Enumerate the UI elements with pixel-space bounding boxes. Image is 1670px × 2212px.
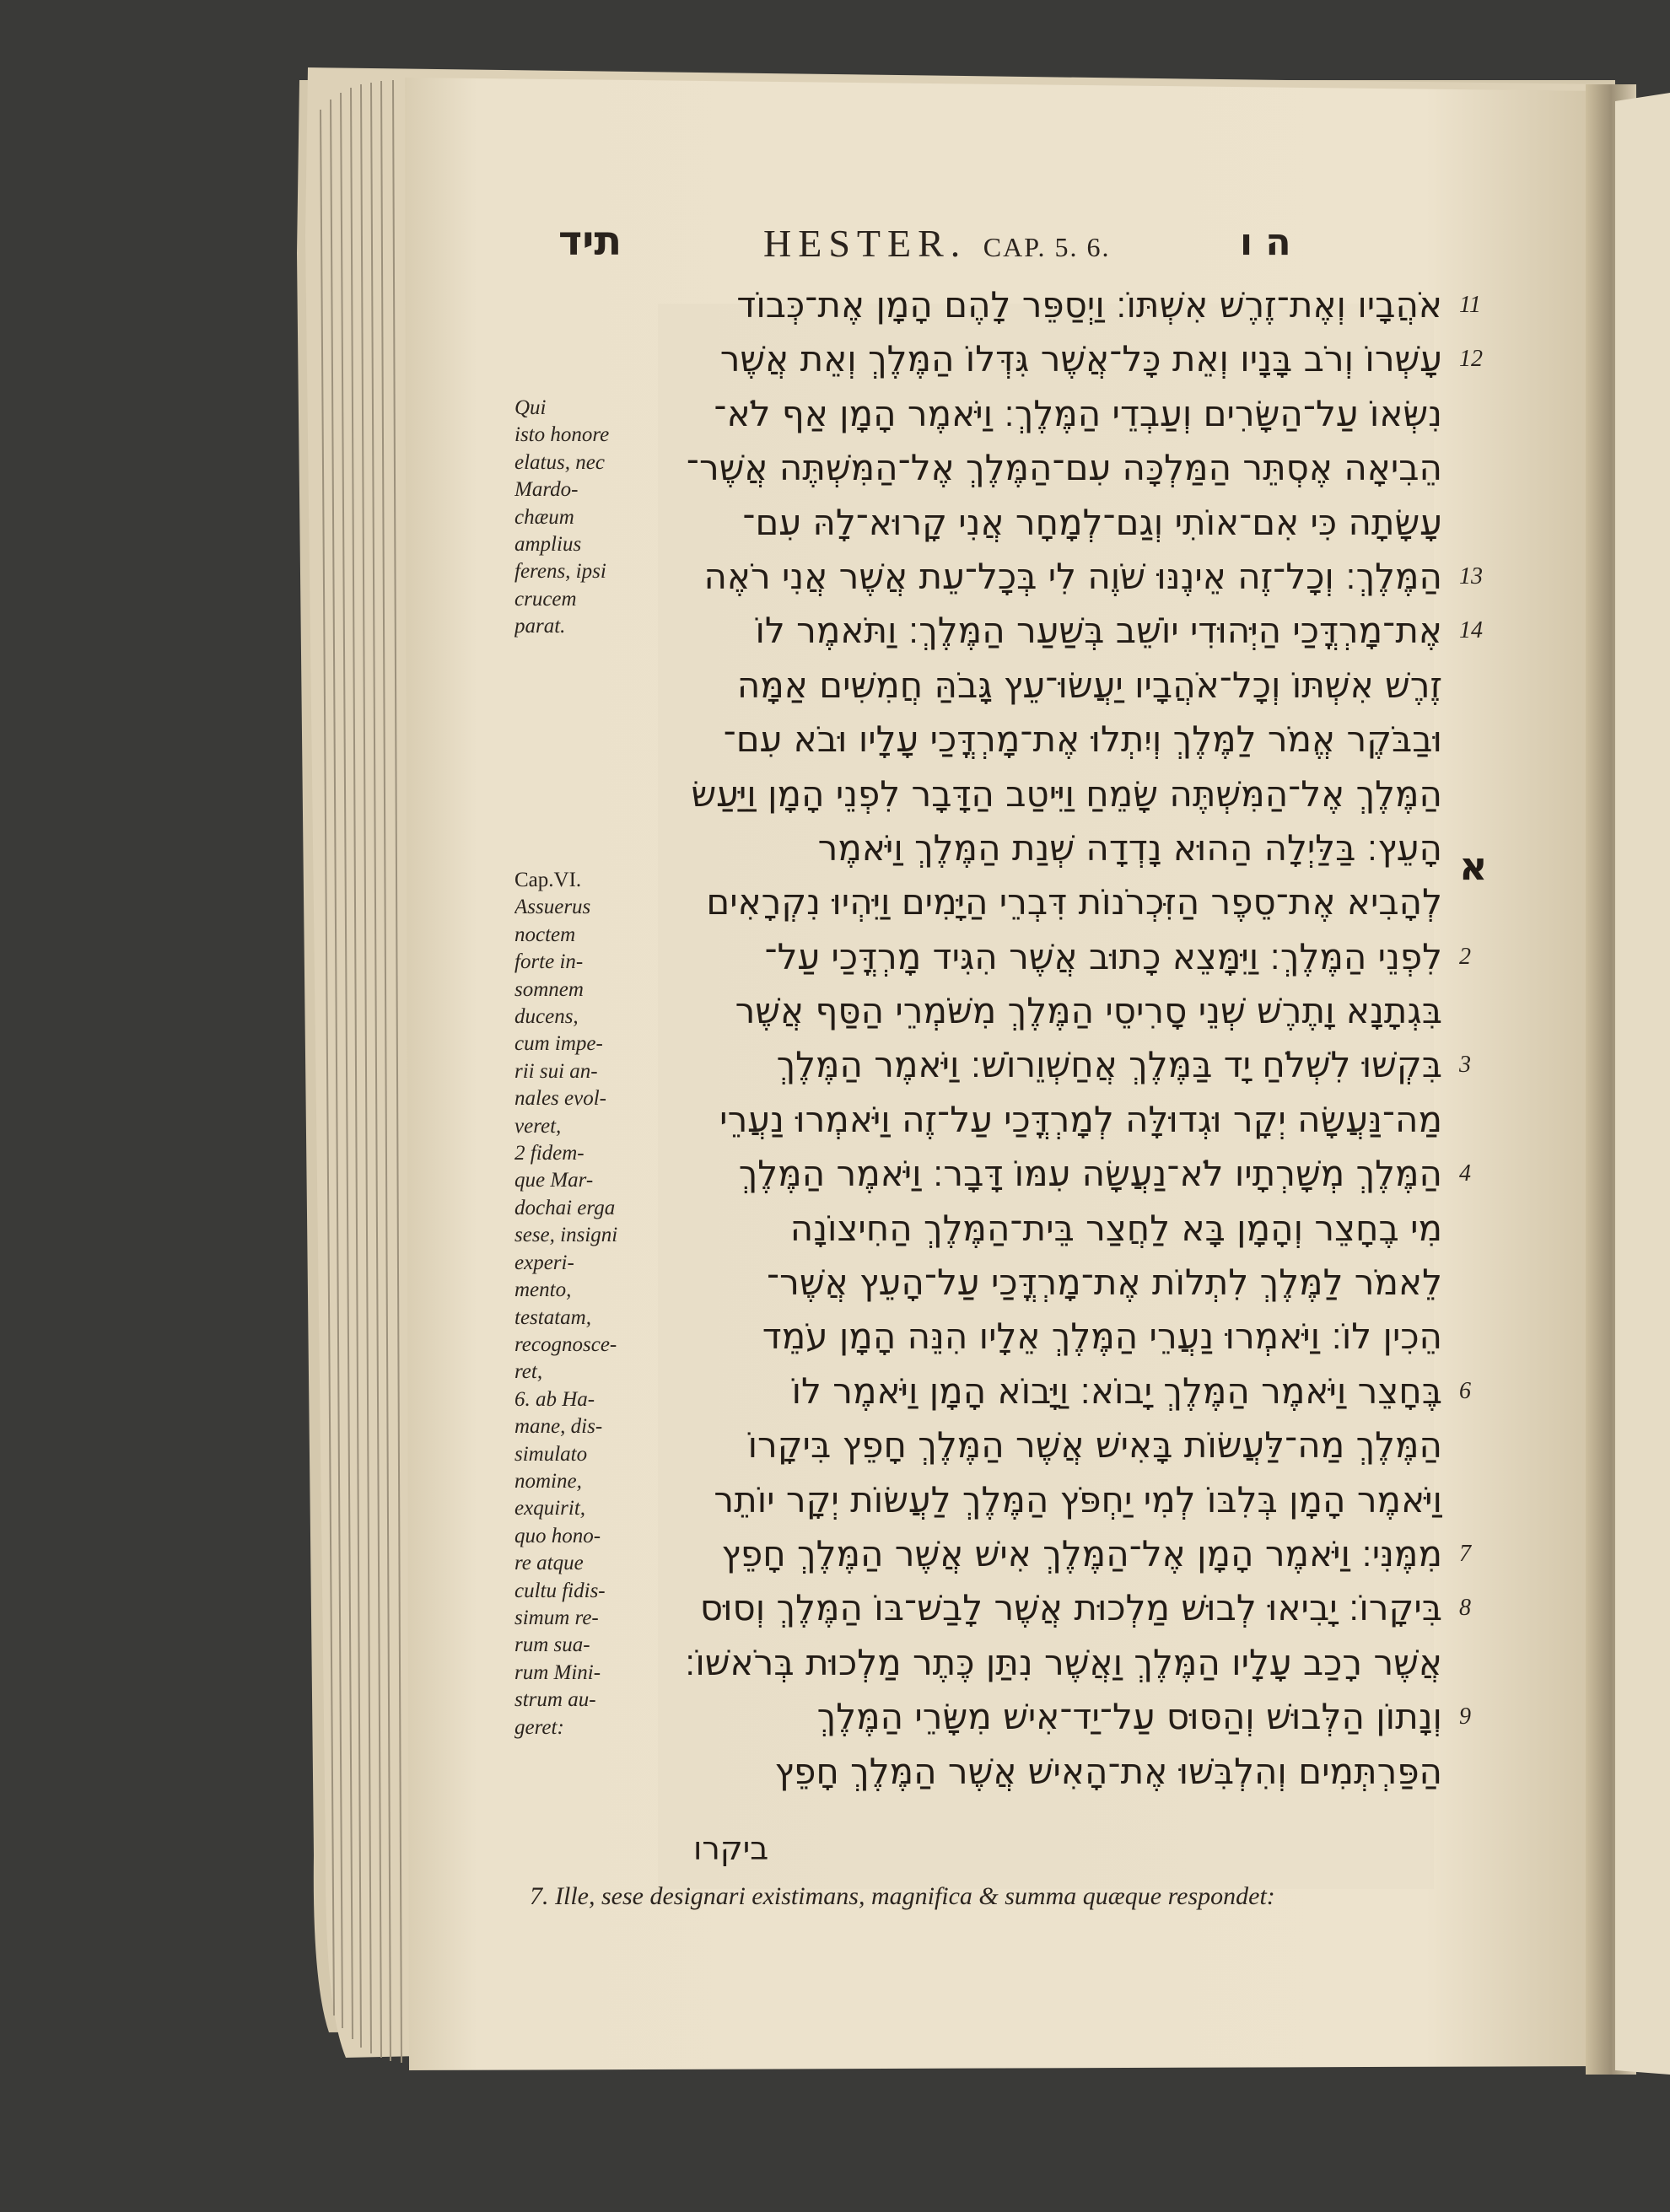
verse-number-column [1459,278,1510,1799]
verse-number [1459,1473,1510,1527]
hebrew-line: לִפְנֵי הַמֶּלֶךְ׃ וַיִּמָּצֵא כָתוּב אֲשֶׁר הִגִּיד מָרְדֳּכַי עַל־ [764,935,1442,977]
margin-line: ferens, ipsi [514,560,606,584]
verse-number: 3 [1459,1052,1471,1079]
margin-line: nales evol- [514,1087,606,1111]
margin-note-chapter-5 [514,395,649,641]
margin-line: strum au- [514,1688,596,1712]
hebrew-text-block [649,278,1442,1799]
margin-line: elatus, nec [514,450,605,474]
verse-number: 7 [1459,1540,1471,1567]
margin-line: isto honore [514,423,610,447]
hebrew-line: לֵאמֹר לַמֶּלֶךְ לִתְלוֹת אֶת־מָרְדֳּכַי עַל־הָעֵץ אֲשֶׁר־ [767,1262,1442,1304]
margin-line: veret, [514,1114,562,1138]
margin-line: amplius [514,533,582,557]
margin-line: Assuerus [514,896,591,919]
margin-line: mento, [514,1278,572,1302]
verse-number: 2 [1459,943,1471,970]
margin-line: nomine, [514,1469,582,1493]
hebrew-line: אֶת־מָרְדֳּכַי הַיְּהוּדִי יוֹשֵׁב בְּשַׁעַר הַמֶּלֶךְ׃ וַתֹּאמֶר לוֹ [755,610,1442,652]
hebrew-line: מַה־נַּעֲשָׂה יְקָר וּגְדוּלָּה לְמָרְדֳּכַי עַל־זֶה וַיֹּאמְרוּ נַעֲרֵי [719,1098,1442,1140]
verse-number: 6 [1459,1377,1471,1404]
margin-line: rum sua- [514,1633,590,1657]
margin-line: chæum [514,505,574,529]
verse-number [1459,496,1510,550]
margin-line: exquirit, [514,1497,586,1520]
margin-line: parat. [514,615,566,638]
hebrew-line: זֶרֶשׁ אִשְׁתּוֹ וְכָל־אֹהֲבָיו יַעֲשׂוּ־עֵץ גָּבֹהַּ חֲמִשִּׁים אַמָּה [736,664,1442,706]
running-head [763,221,1110,266]
verse-number: 13 [1459,562,1483,589]
hebrew-line: בֶּחָצֵר וַיֹּאמֶר הַמֶּלֶךְ יָבוֹא׃ וַיָּבוֹא הָמָן וַיֹּאמֶר לוֹ [791,1370,1442,1412]
margin-line: ret, [514,1360,543,1384]
hebrew-line: וּבַבֹּקֶר אֱמֹר לַמֶּלֶךְ וְיִתְלוּ אֶת־מָרְדֳּכַי עָלָיו וּבֹא עִם־ [723,718,1442,761]
hebrew-line: הַמֶּלֶךְ מַה־לַּעֲשׂוֹת בָּאִישׁ אֲשֶׁר הַמֶּלֶךְ חָפֵץ בִּיקָרוֹ [747,1424,1442,1467]
hebrew-line: עָשָׂתָה כִּי אִם־אוֹתִי וְגַם־לְמָחָר אֲנִי קָרוּא־לָהּ עִם־ [742,501,1442,543]
margin-line: rii sui an- [514,1059,598,1083]
verse-number: 9 [1459,1703,1471,1730]
margin-line: experi- [514,1251,574,1274]
hebrew-line: הֵבִיאָה אֶסְתֵּר הַמַּלְכָּה עִם־הַמֶּלֶךְ אֶל־הַמִּשְׁתֶּה אֲשֶׁר־ [686,447,1442,489]
hebrew-line: בִּיקָרוֹ׃ יָבִיאוּ לְבוּשׁ מַלְכוּת אֲשֶׁר לָבַשׁ־בּוֹ הַמֶּלֶךְ וְסוּס [699,1587,1442,1629]
margin-line: que Mar- [514,1169,594,1192]
verse-number: 8 [1459,1595,1471,1622]
hebrew-line: הַמֶּלֶךְ מְשָׁרְתָיו לֹא־נַעֲשָׂה עִמּוֹ דָּבָר׃ וַיֹּאמֶר הַמֶּלֶךְ [738,1153,1442,1195]
hebrew-line: עָשְׁרוֹ וְרֹב בָּנָיו וְאֵת כָּל־אֲשֶׁר גִּדְּלוֹ הַמֶּלֶךְ וְאֵת אֲשֶׁר [719,338,1442,380]
verse-number [1459,1202,1510,1256]
margin-line: Mardo- [514,478,579,502]
margin-line: simum re- [514,1606,599,1629]
margin-line: sese, insigni [514,1224,618,1247]
margin-line: dochai erga [514,1196,616,1219]
verse-number [1459,984,1510,1038]
margin-line: simulato [514,1442,588,1466]
hebrew-line: וְנָתוֹן הַלְּבוּשׁ וְהַסּוּס עַל־יַד־אִישׁ מִשָּׂרֵי הַמֶּלֶךְ [816,1696,1442,1738]
verse-number [1459,1745,1510,1799]
hebrew-line: הַמֶּלֶךְ׃ וְכָל־זֶה אֵינֶנּוּ שֹׁוֶה לִי בְּכָל־עֵת אֲשֶׁר אֲנִי רֹאֶה [703,555,1442,597]
chapter-reference: CAP. 5. 6. [983,232,1111,262]
hebrew-line: לְהָבִיא אֶת־סֵפֶר הַזִּכְרֹנוֹת דִּבְרֵי הַיָּמִים וַיִּהְיוּ נִקְרָאִים [706,881,1442,923]
hebrew-line: הַפַּרְתְּמִים וְהִלְבִּשׁוּ אֶת־הָאִישׁ אֲשֶׁר הַמֶּלֶךְ חָפֵץ [774,1750,1442,1792]
verse-number: 12 [1459,346,1483,373]
hebrew-line: וַיֹּאמֶר הָמָן בְּלִבּוֹ לְמִי יַחְפֹּץ הַמֶּלֶךְ לַעֲשׂוֹת יְקָר יוֹתֵר [714,1478,1442,1520]
hebrew-line: אֲשֶׁר רָכַב עָלָיו הַמֶּלֶךְ וַאֲשֶׁר נִתַּן כֶּתֶר מַלְכוּת בְּרֹאשׁוֹ׃ [684,1641,1442,1683]
margin-line: somnem [514,977,584,1001]
hebrew-line: מִמֶּנִּי׃ וַיֹּאמֶר הָמָן אֶל־הַמֶּלֶךְ אִישׁ אֲשֶׁר הַמֶּלֶךְ חָפֵץ [721,1532,1442,1574]
verse-number [1459,713,1510,767]
verse-number: 14 [1459,617,1483,644]
margin-line: noctem [514,923,576,946]
hebrew-line: בִּקְשׁוּ לִשְׁלֹחַ יָד בַּמֶּלֶךְ אֲחַשְׁוֵרוֹשׁ׃ וַיֹּאמֶר הַמֶּלֶךְ [776,1044,1442,1086]
hebrew-line: בִּגְתָנָא וָתֶרֶשׁ שְׁנֵי סָרִיסֵי הַמֶּלֶךְ מִשֹּׁמְרֵי הַסַּף אֲשֶׁר [735,990,1442,1032]
hebrew-line: הַמֶּלֶךְ אֶל־הַמִּשְׁתֶּה שָׂמֵחַ וַיִּיטַב הַדָּבָר לִפְנֵי הָמָן וַיַּעַשׂ [691,772,1442,815]
margin-note-chapter-6 [514,867,649,1741]
margin-line: ducens, [514,1005,579,1029]
margin-line: rum Mini- [514,1660,601,1684]
margin-line: forte in- [514,950,584,974]
margin-line: mane, dis- [514,1415,603,1439]
verse-number: 11 [1459,292,1481,318]
margin-line: 2 fidem- [514,1142,584,1165]
verse-number [1459,1418,1510,1472]
chapter-6-marker: א [1459,843,1488,889]
margin-line: 6. ab Ha- [514,1387,595,1411]
verse-number [1459,441,1510,495]
folio-number: תיד [558,218,622,265]
margin-line: geret: [514,1715,564,1739]
verse-number [1459,1093,1510,1147]
margin-line: testatam, [514,1305,591,1329]
book-title: HESTER. [763,222,967,265]
margin-line: quo hono- [514,1524,601,1547]
margin-line: re atque [514,1552,584,1575]
hebrew-line: אֹהֲבָיו וְאֶת־זֶרֶשׁ אִשְׁתּוֹ׃ וַיְסַפֵּר לָהֶם הָמָן אֶת־כְּבוֹד [736,284,1442,326]
margin-line: Cap.VI. [514,869,582,891]
verse-number [1459,659,1510,713]
hebrew-line: נִשְּׂאוֹ עַל־הַשָּׂרִים וְעַבְדֵי הַמֶּלֶךְ׃ וַיֹּאמֶר הָמָן אַף לֹא־ [714,392,1442,434]
verse-number [1459,387,1510,441]
margin-line: recognosce- [514,1332,617,1356]
verse-number [1459,1310,1510,1364]
bottom-summary-note: 7. Ille, sese designari existimans, magnifica & summa quæque respondet: [530,1882,1275,1910]
catchword: ביקרו [693,1830,769,1867]
hebrew-line: הָעֵץ׃ בַּלַּיְלָה הַהוּא נָדְדָה שְׁנַת הַמֶּלֶךְ וַיֹּאמֶר [817,826,1442,869]
verse-number: 4 [1459,1160,1471,1187]
hebrew-line: מִי בֶחָצֵר וְהָמָן בָּא לַחֲצַר בֵּית־הַמֶּלֶךְ הַחִיצוֹנָה [789,1207,1442,1249]
verse-number [1459,1636,1510,1690]
margin-line: crucem [514,587,577,611]
verse-number [1459,767,1510,821]
margin-line: Qui [514,396,547,419]
verse-number [1459,1256,1510,1310]
margin-line: cum impe- [514,1032,603,1056]
hebrew-chapter-numeral: ה ו [1240,221,1291,264]
hebrew-line: הֵכִין לוֹ׃ וַיֹּאמְרוּ נַעֲרֵי הַמֶּלֶךְ אֵלָיו הִנֵּה הָמָן עֹמֵד [762,1316,1442,1358]
margin-line: cultu fidis- [514,1579,606,1602]
